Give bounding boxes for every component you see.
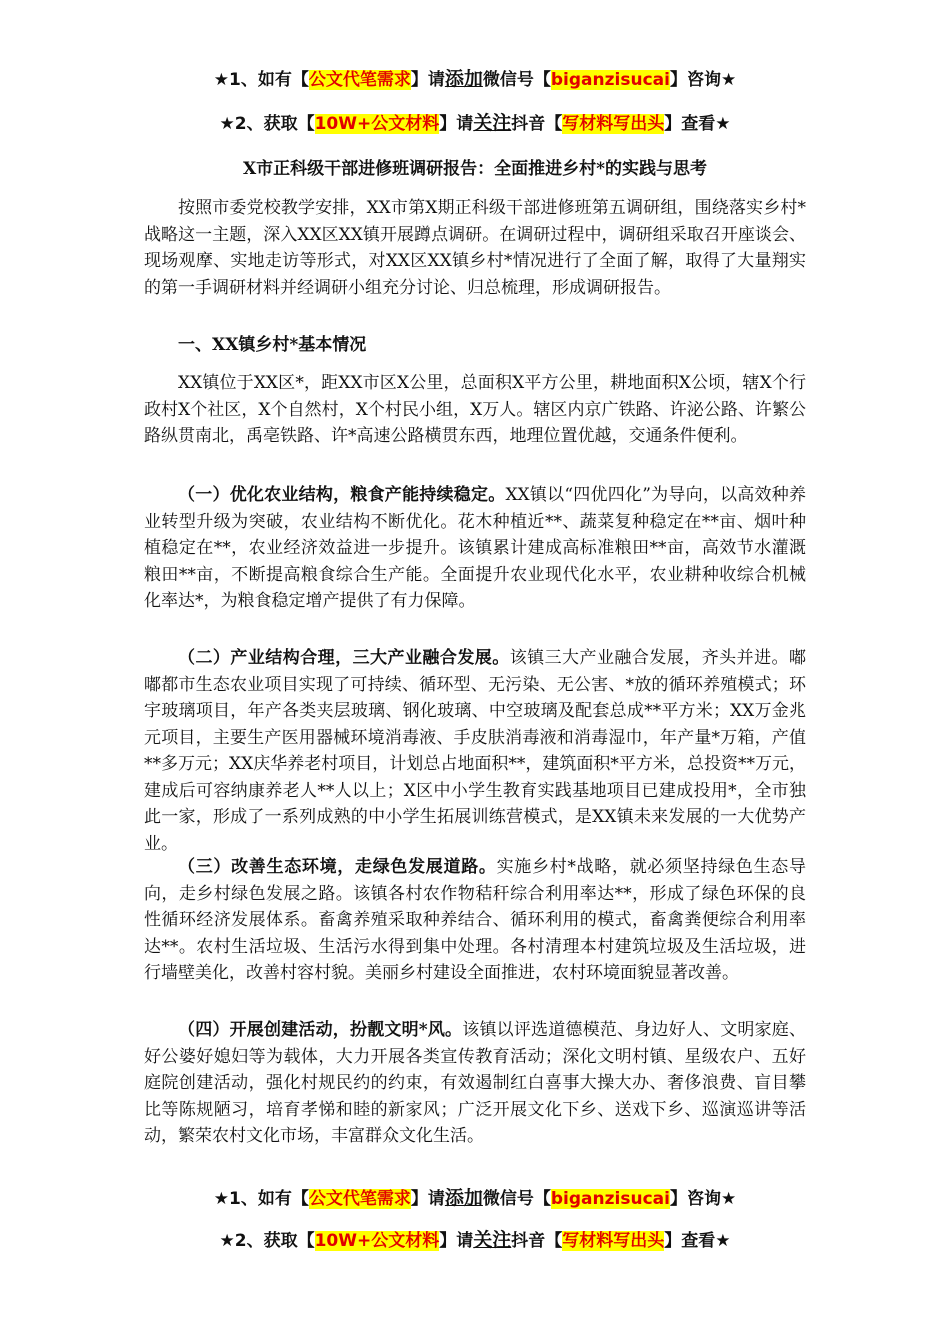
promo-text: 】请 bbox=[439, 114, 474, 134]
promo-line-2-footer bbox=[0, 1228, 950, 1253]
promo-text: ★2、获取【 bbox=[219, 114, 315, 134]
promo-text: 】查看★ bbox=[664, 1231, 731, 1251]
intro-paragraph: 按照市委党校教学安排，XX市第X期正科级干部进修班第五调研组，围绕落实乡村*战略这一主题，深入XX区XX镇开展蹲点调研。在调研过程中，调研组采取召开座谈会、现场观摩、实地走访等形式，对XX区XX镇乡村*情况进行了全面了解，取得了大量翔实的第一手调研材料并经调研小组充分讨论、归总梳理，形成调研报告。 bbox=[144, 198, 806, 298]
promo-text: 微信号【 bbox=[482, 70, 551, 90]
promo-highlight: 公文代笔需求 bbox=[308, 1189, 411, 1209]
point-lead: （一）优化农业结构，粮食产能持续稳定。 bbox=[178, 485, 506, 505]
promo-text: 】请 bbox=[439, 1231, 474, 1251]
promo-text: 】请 bbox=[410, 70, 445, 90]
promo-highlight: 写材料写出头 bbox=[562, 1231, 665, 1251]
point-text: 实施乡村*战略，就必须坚持绿色生态导向，走乡村绿色发展之路。该镇各村农作物秸秆综合利用率达**，形成了绿色环保的良性循环经济发展体系。畜禽养殖采取种养结合、循环利用的模式，畜禽粪便综合利用率达**。农村生活垃圾、生活污水得到集中处理。各村清理本村建筑垃圾及生活垃圾，进行墙壁美化，改善村容村貌。美丽乡村建设全面推进，农村环境面貌显著改善。 bbox=[144, 857, 807, 983]
point-paragraph-2 bbox=[144, 645, 806, 857]
point-paragraph-1 bbox=[144, 482, 806, 615]
document-title: X市正科级干部进修班调研报告：全面推进乡村*的实践与思考 bbox=[242, 159, 708, 179]
promo-text: 】请 bbox=[410, 1189, 445, 1209]
promo-highlight: biganzisucai bbox=[550, 1189, 670, 1209]
promo-text: 抖音【 bbox=[511, 1231, 563, 1251]
promo-emphasis: 关注 bbox=[473, 1229, 512, 1251]
point-text: XX镇以“四优四化”为导向，以高效种养业转型升级为突破，农业结构不断优化。花木种植近**、蔬菜复种稳定在**亩、烟叶种植稳定在**，农业经济效益进一步提升。该镇累计建成高标准粮田**亩，高效节水灌溉粮田**亩，不断提高粮食综合生产能。全面提升农业现代化水平，农业耕种收综合机械化率达*，为粮食稳定增产提供了有力保障。 bbox=[144, 485, 806, 611]
promo-text: 微信号【 bbox=[482, 1189, 551, 1209]
point-paragraph-3 bbox=[144, 854, 806, 987]
section-heading: 一、XX镇乡村*基本情况 bbox=[178, 335, 367, 355]
promo-highlight: 写材料写出头 bbox=[562, 114, 665, 134]
promo-emphasis: 添加 bbox=[444, 1187, 483, 1209]
promo-highlight: 10W+公文材料 bbox=[314, 1231, 440, 1251]
point-lead: （三）改善生态环境，走绿色发展道路。 bbox=[178, 857, 497, 877]
promo-text: 】查看★ bbox=[664, 114, 731, 134]
section-paragraph: XX镇位于XX区*，距XX市区X公里，总面积X平方公里，耕地面积X公顷，辖X个行政村X个社区，X个自然村，X个村民小组，X万人。辖区内京广铁路、许泌公路、许繁公路纵贯南北，禹亳铁路、许*高速公路横贯东西，地理位置优越，交通条件便利。 bbox=[144, 373, 806, 446]
promo-line-2 bbox=[0, 111, 950, 136]
promo-highlight: 公文代笔需求 bbox=[308, 70, 411, 90]
promo-emphasis: 关注 bbox=[473, 112, 512, 134]
promo-line-1-footer bbox=[0, 1186, 950, 1211]
point-text: 该镇以评选道德模范、身边好人、文明家庭、好公婆好媳妇等为载体，大力开展各类宣传教育活动；深化文明村镇、星级农户、五好庭院创建活动，强化村规民约的约束，有效遏制红白喜事大操大办、奢侈浪费、盲目攀比等陈规陋习，培育孝悌和睦的新家风；广泛开展文化下乡、送戏下乡、巡演巡讲等活动，繁荣农村文化市场，丰富群众文化生活。 bbox=[144, 1020, 807, 1146]
point-text: 该镇三大产业融合发展，齐头并进。嘟嘟都市生态农业项目实现了可持续、循环型、无污染、无公害、*放的循环养殖模式；环宇玻璃项目，年产各类夹层玻璃、钢化玻璃、中空玻璃及配套总成**平方米；XX万金兆元项目，主要生产医用器械环境消毒液、手皮肤消毒液和消毒湿巾，年产量*万箱，产值**多万元；XX庆华养老村项目，计划总占地面积**，建筑面积*平方米，总投资**万元，建成后可容纳康养老人**人以上；X区中小学生教育实践基地项目已建成投用*，全市独此一家，形成了一系列成熟的中小学生拓展训练营模式，是XX镇未来发展的一大优势产业。 bbox=[144, 648, 807, 854]
promo-highlight: 10W+公文材料 bbox=[314, 114, 440, 134]
point-lead: （四）开展创建活动，扮靓文明*风。 bbox=[178, 1020, 463, 1040]
promo-highlight: biganzisucai bbox=[550, 70, 670, 90]
promo-text: 】咨询★ bbox=[669, 70, 737, 90]
point-lead: （二）产业结构合理，三大产业融合发展。 bbox=[178, 648, 510, 668]
promo-text: ★1、如有【 bbox=[213, 70, 309, 90]
promo-line-1 bbox=[0, 67, 950, 92]
promo-text: ★2、获取【 bbox=[219, 1231, 315, 1251]
promo-text: 】咨询★ bbox=[669, 1189, 737, 1209]
promo-emphasis: 添加 bbox=[444, 68, 483, 90]
promo-text: 抖音【 bbox=[511, 114, 563, 134]
point-paragraph-4 bbox=[144, 1017, 806, 1150]
promo-text: ★1、如有【 bbox=[213, 1189, 309, 1209]
